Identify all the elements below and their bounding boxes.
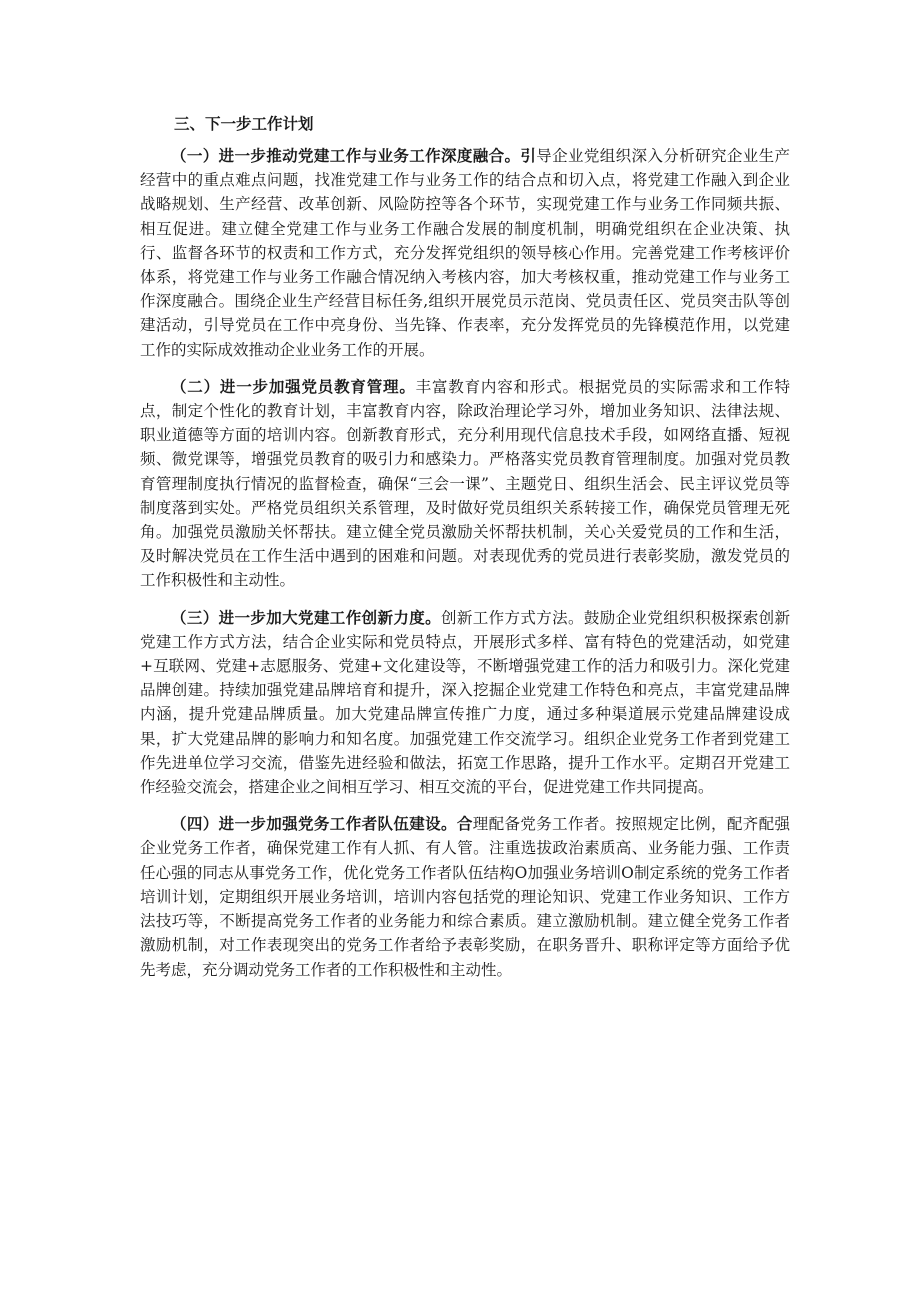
paragraph-3-lead: （三）进一步加大党建工作创新力度。	[171, 607, 441, 627]
paragraph-1-lead: （一）进一步推动党建工作与业务工作深度融合。引	[171, 146, 537, 165]
paragraph-4-body: 理配备党务工作者。按照规定比例，配齐配强企业党务工作者，确保党建工作有人抓、有人管。注重选拔政治素质高、业务能力强、工作责任心强的同志从事党务工作，优化党务工作者队伍结构O加强业务培训O制定系统的党务工作者培训计划，定期组织开展业务培训，培训内容包括党的理论知识、党建工作业务知识、工作方法技巧等，不断提高党务工作者的业务能力和综合素质。建立激励机制。建立健全党务工作者激励机制，对工作表现突出的党务工作者给予表彰奖励，在职务晋升、职称评定等方面给予优先考虑，充分调动党务工作者的工作积极性和主动性。	[140, 815, 790, 979]
paragraph-1-body: 导企业党组织深入分析研究企业生产经营中的重点难点问题，找准党建工作与业务工作的结合点和切入点，将党建工作融入到企业战略规划、生产经营、改革创新、风险防控等各个环节，实现党建工作与业务工作同频共振、相互促进。建立健全党建工作与业务工作融合发展的制度机制，明确党组织在企业决策、执行、监督各环节的权责和工作方式，充分发挥党组织的领导核心作用。完善党建工作考核评价体系，将党建工作与业务工作融合情况纳入考核内容，加大考核权重，推动党建工作与业务工作深度融合。围绕企业生产经营目标任务,组织开展党员示范岗、党员责任区、党员突击队等创建活动，引导党员在工作中亮身份、当先锋、作表率，充分发挥党员的先锋模范作用，以党建工作的实际成效推动企业业务工作的开展。	[140, 147, 790, 359]
paragraph-2-lead: （二）进一步加强党员教育管理。	[171, 376, 416, 396]
paragraph-3-body: 创新工作方式方法。鼓励企业党组织积极探索创新党建工作方式方法，结合企业实际和党员特点，开展形式多样、富有特色的党建活动，如党建+互联网、党建+志愿服务、党建+文化建设等，不断增强党建工作的活力和吸引力。深化党建品牌创建。持续加强党建品牌培育和提升，深入挖掘企业党建工作特色和亮点，丰富党建品牌内涵，提升党建品牌质量。加大党建品牌宣传推广力度，通过多种渠道展示党建品牌建设成果，扩大党建品牌的影响力和知名度。加强党建工作交流学习。组织企业党务工作者到党建工作先进单位学习交流，借鉴先进经验和做法，拓宽工作思路，提升工作水平。定期召开党建工作经验交流会，搭建企业之间相互学习、相互交流的平台，促进党建工作共同提高。	[140, 608, 790, 797]
paragraph-4	[140, 812, 790, 981]
paragraph-1	[140, 144, 790, 362]
paragraph-2	[140, 375, 790, 593]
paragraph-3	[140, 606, 790, 800]
paragraph-4-lead: （四）进一步加强党务工作者队伍建设。合	[171, 814, 473, 834]
document-page	[140, 112, 790, 995]
paragraph-2-body: 丰富教育内容和形式。根据党员的实际需求和工作特点，制定个性化的教育计划，丰富教育内容，除政治理论学习外，增加业务知识、法律法规、职业道德等方面的培训内容。创新教育形式，充分利用现代信息技术手段，如网络直播、短视频、微党课等，增强党员教育的吸引力和感染力。严格落实党员教育管理制度。加强对党员教育管理制度执行情况的监督检查，确保“三会一课”、主题党日、组织生活会、民主评议党员等制度落到实处。严格党员组织关系管理，及时做好党员组织关系转接工作，确保党员管理无死角。加强党员激励关怀帮扶。建立健全党员激励关怀帮扶机制，关心关爱党员的工作和生活，及时解决党员在工作生活中遇到的困难和问题。对表现优秀的党员进行表彰奖励，激发党员的工作积极性和主动性。	[140, 377, 790, 590]
section-heading: 三、下一步工作计划	[174, 114, 314, 133]
